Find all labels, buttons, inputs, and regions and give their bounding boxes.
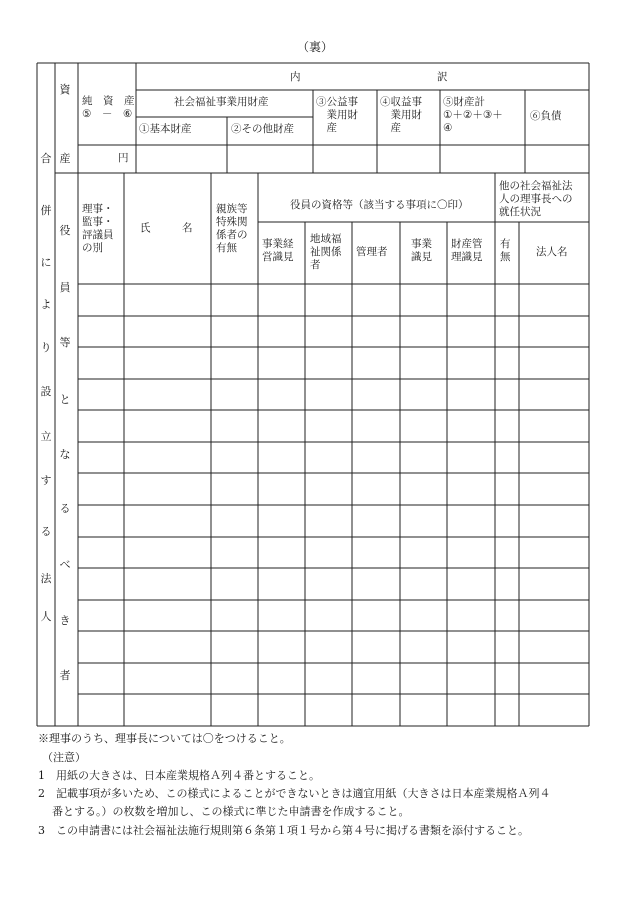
qual-admin-header: 管理者 xyxy=(356,246,388,258)
liabilities-header: ⑥負債 xyxy=(530,110,562,122)
basic-assets-header: ①基本財産 xyxy=(139,123,192,135)
section-label-char: 人 xyxy=(40,610,52,623)
note-1: 1 用紙の大きさは、日本産業規格Ａ列４番とすること。 xyxy=(38,769,320,782)
net-assets-header: 純 資 産 ⑤ － ⑥ xyxy=(82,95,135,120)
note-2-continued: 番とする。）の枚数を増加し、この様式に準じた申請書を作成すること。 xyxy=(52,805,410,818)
officers-label-char: る xyxy=(59,502,71,515)
note-2: 2 記載事項が多いため、この様式によることができないときは適宜用紙（大きさは日本産業規格Ａ列４ xyxy=(38,787,551,800)
name-header: 氏 名 xyxy=(140,222,193,234)
has-header: 有 無 xyxy=(500,238,511,263)
note-3: 3 この申請書には社会福祉法施行規則第６条第１項１号から第４号に掲げる書類を添付すること。 xyxy=(38,824,529,837)
section-label-char: 法 xyxy=(40,572,52,585)
note-caution: （注意） xyxy=(42,751,86,764)
officers-label-char: 役 xyxy=(59,224,71,237)
section-label-char: 立 xyxy=(40,430,52,443)
total-header: ⑤財産計 ①＋②＋③＋ ④ xyxy=(443,96,503,134)
public-interest-header: ③公益事 業用財 産 xyxy=(316,96,358,134)
note-asterisk: ※理事のうち、理事長については〇をつけること。 xyxy=(38,732,291,745)
breakdown-header: 内 訳 xyxy=(290,71,448,83)
assets-label-char: 産 xyxy=(59,152,71,165)
section-label-char: る xyxy=(40,525,52,538)
other-assets-header: ②その他財産 xyxy=(231,123,294,135)
qual-insight-header: 事業 識見 xyxy=(411,238,432,263)
assets-label-char: 資 xyxy=(59,83,71,96)
qual-finance-header: 財産管 理識見 xyxy=(451,238,483,263)
qual-local-header: 地域福 祉関係 者 xyxy=(310,233,342,271)
officers-label-char: き xyxy=(59,614,71,627)
yen-unit: 円 xyxy=(118,152,129,164)
officers-label-char: べ xyxy=(59,558,71,571)
section-label-char: り xyxy=(40,341,52,354)
relatives-header: 親族等 特殊関 係者の 有無 xyxy=(216,203,248,254)
welfare-business-header: 社会福祉事業用財産 xyxy=(174,96,269,108)
section-label-char: に xyxy=(40,256,52,269)
profit-header: ④収益事 業用財 産 xyxy=(380,96,422,134)
section-label-char: 併 xyxy=(40,204,52,217)
officers-label-char: と xyxy=(59,393,71,406)
other-chair-header: 他の社会福祉法 人の理事長への 就任状況 xyxy=(499,180,573,218)
page-title: （裏） xyxy=(296,40,333,54)
section-label-char: す xyxy=(40,474,52,487)
officers-label-char: 等 xyxy=(59,336,71,349)
qualifications-header: 役員の資格等（該当する事項に〇印） xyxy=(290,199,469,211)
corp-name-header: 法人名 xyxy=(536,246,568,258)
officers-label-char: な xyxy=(59,448,71,461)
role-type-header: 理事・ 監事・ 評議員 の別 xyxy=(82,203,114,254)
officers-label-char: 員 xyxy=(59,281,71,294)
section-label-char: よ xyxy=(40,298,52,311)
officers-label-char: 者 xyxy=(59,669,71,682)
section-label-char: 合 xyxy=(40,152,52,165)
qual-business-header: 事業経 営識見 xyxy=(262,238,294,263)
section-label-char: 設 xyxy=(40,385,52,398)
